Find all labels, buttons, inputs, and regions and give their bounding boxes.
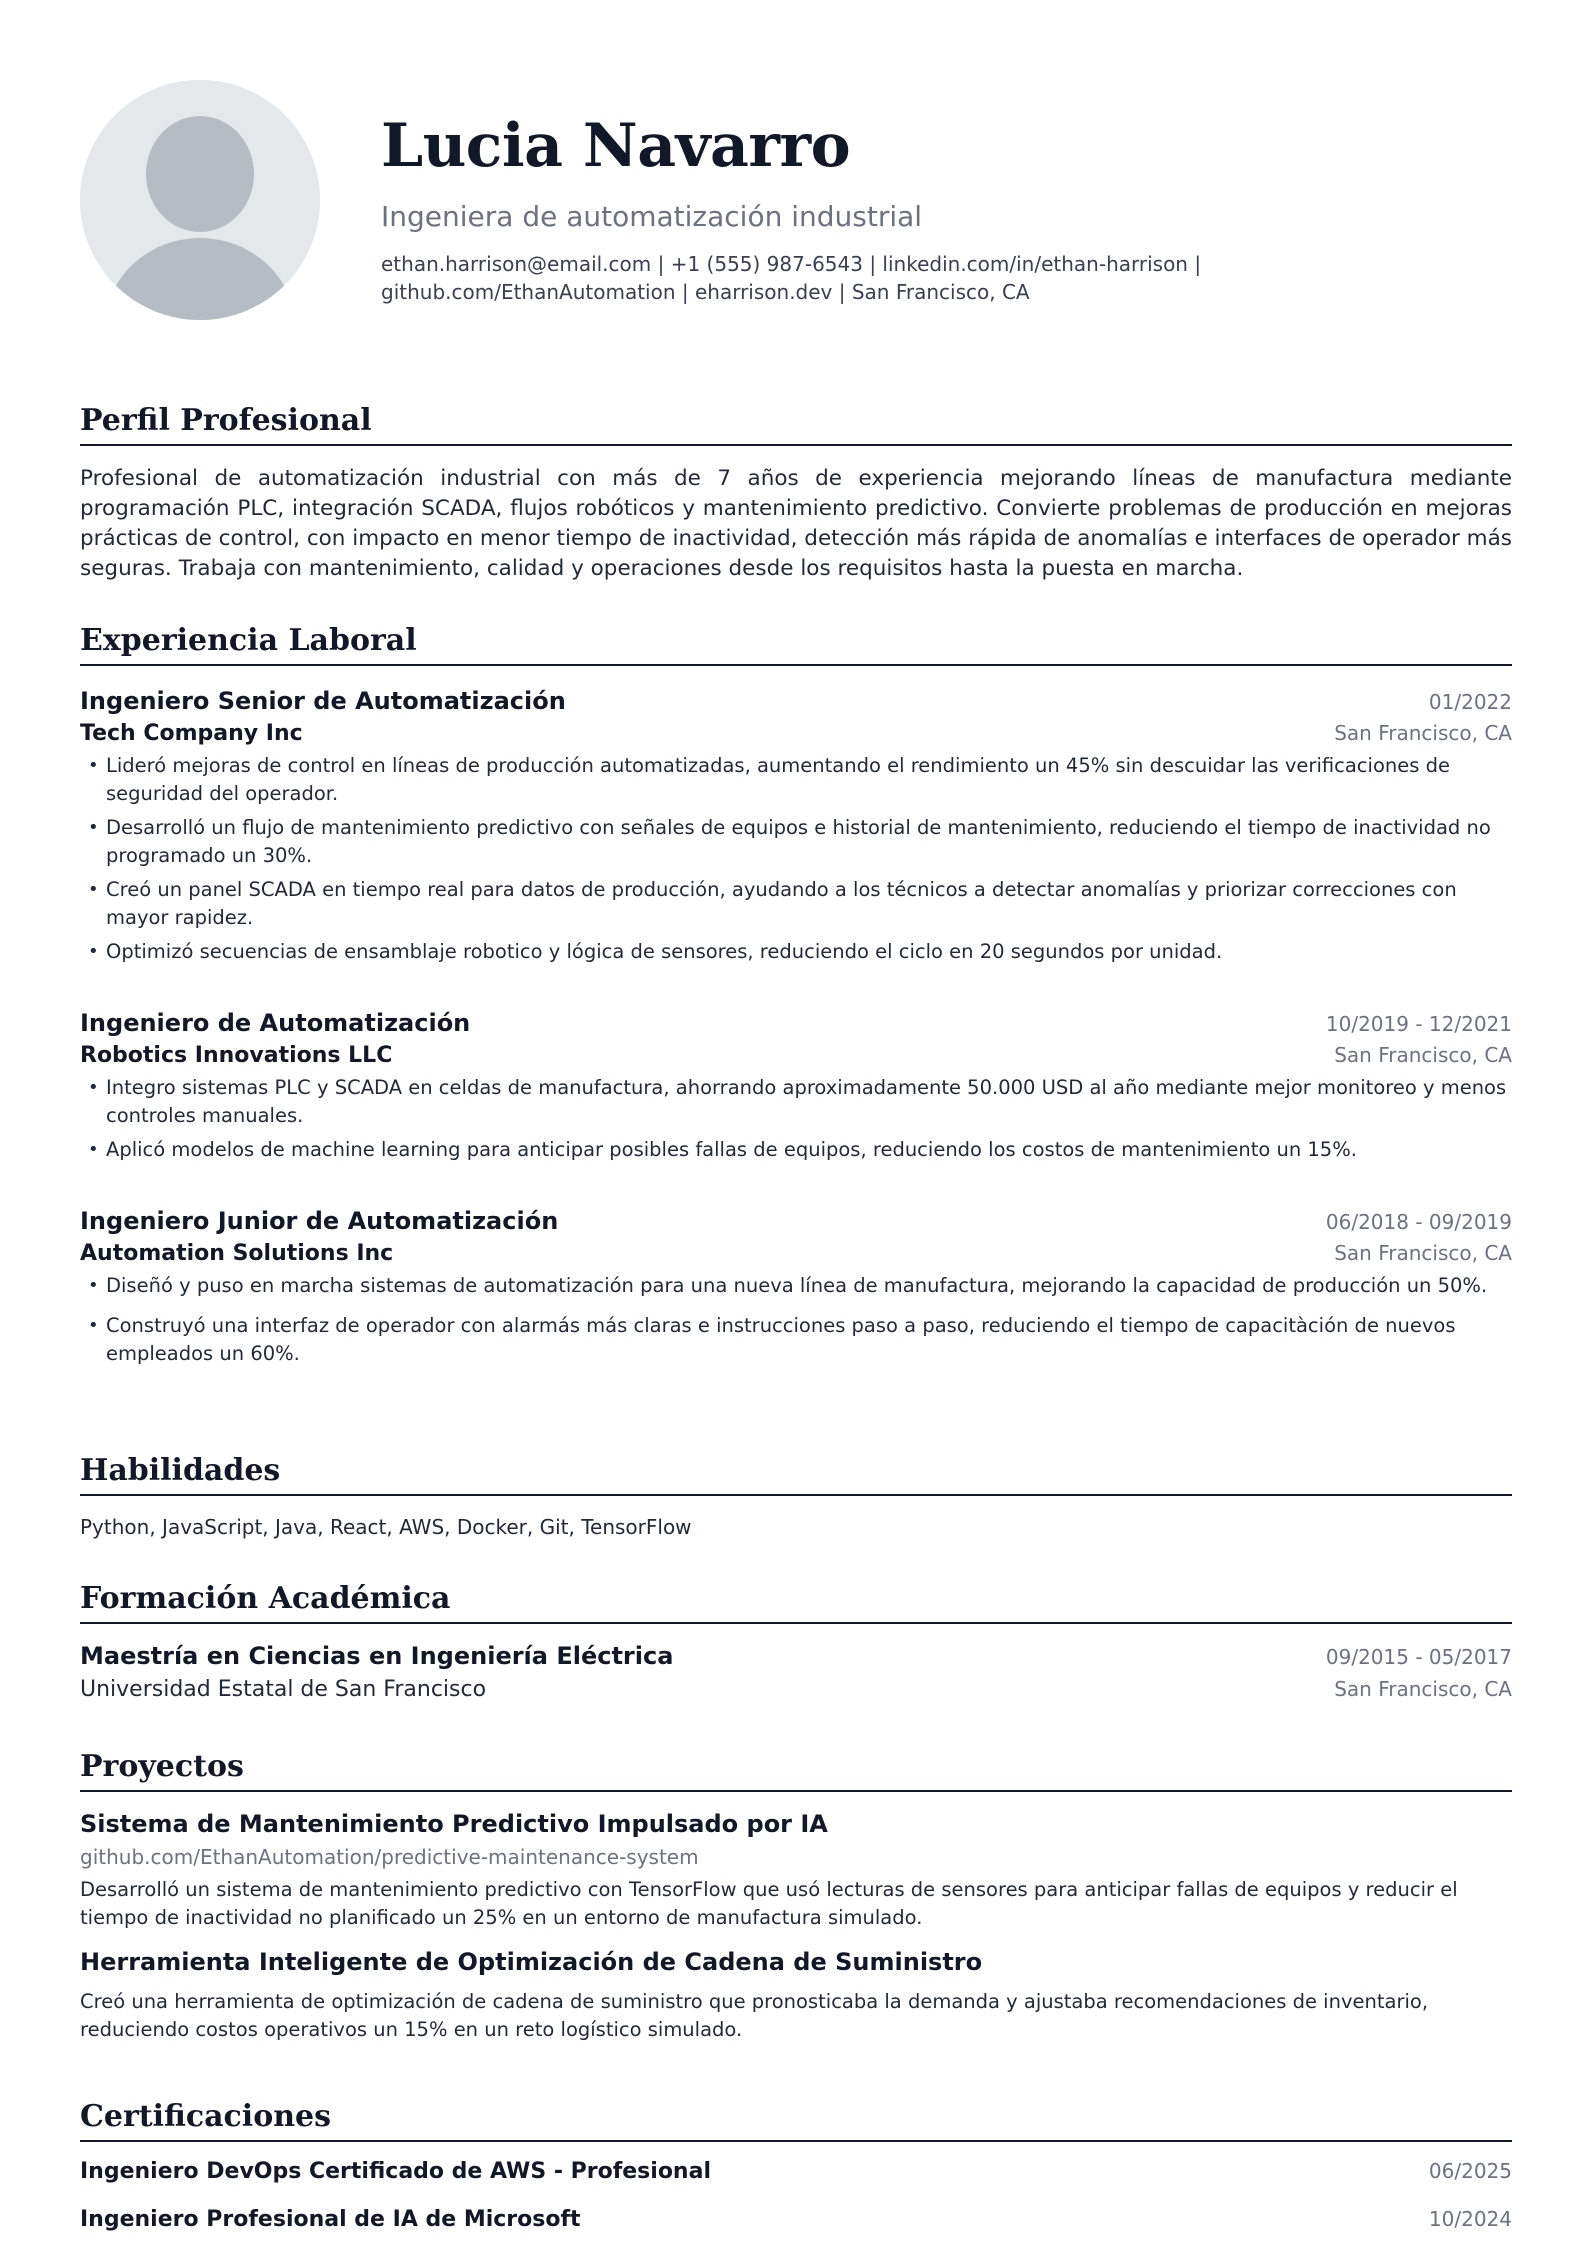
list-item <box>80 1136 1512 1164</box>
company-name: Robotics Innovations LLC <box>80 1043 393 1068</box>
section-title: Formación Académica <box>80 1578 1512 1624</box>
certification-date: 06/2025 <box>1428 2159 1512 2183</box>
certifications-section <box>80 2096 1512 2236</box>
project-description: Creó una herramienta de optimización de cadena de suministro que pronosticaba la demanda y ajustaba recomendaciones de inventario, reduciendo costos operativos un 15% en un reto logístico simulado. <box>80 1990 1429 2041</box>
bullet-icon: • <box>88 879 99 900</box>
avatar <box>80 80 320 320</box>
bullet-icon: • <box>88 1275 99 1296</box>
job-date: 06/2018 - 09/2019 <box>1325 1210 1512 1234</box>
job-entry <box>80 1006 1512 1164</box>
list-item <box>80 1272 1512 1300</box>
resume-header <box>381 104 1511 306</box>
job-location: San Francisco, CA <box>1334 1241 1512 1265</box>
certification-title: Ingeniero Profesional de IA de Microsoft <box>80 2207 581 2232</box>
company-name: Automation Solutions Inc <box>80 1241 394 1266</box>
skills-section <box>80 1450 1512 1542</box>
projects-section <box>80 1746 1512 2044</box>
bullet-icon: • <box>88 1315 99 1336</box>
bullet-text: Desarrolló un flujo de mantenimiento predictivo con señales de equipos e historial de mantenimiento, reduciendo el tiempo de inactividad no programado un 30%. <box>106 816 1491 867</box>
section-title: Proyectos <box>80 1746 1512 1792</box>
job-location: San Francisco, CA <box>1334 721 1512 745</box>
experience-section <box>80 620 1512 1374</box>
section-title: Perfil Profesional <box>80 400 1512 446</box>
education-date: 09/2015 - 05/2017 <box>1325 1645 1512 1669</box>
certification-title: Ingeniero DevOps Certificado de AWS - Profesional <box>80 2159 711 2184</box>
certification-entry <box>80 2204 1512 2236</box>
bullet-text: Aplicó modelos de machine learning para anticipar posibles fallas de equipos, reduciendo los costos de mantenimiento un 15%. <box>106 1138 1357 1161</box>
project-title: Sistema de Mantenimiento Predictivo Impulsado por IA <box>80 1810 828 1838</box>
section-title: Certificaciones <box>80 2096 1512 2142</box>
list-item <box>80 1074 1512 1130</box>
person-silhouette-icon <box>80 80 320 320</box>
job-date: 01/2022 <box>1428 690 1512 714</box>
job-title: Ingeniero Junior de Automatización <box>80 1207 559 1235</box>
bullet-icon: • <box>88 755 99 776</box>
job-date: 10/2019 - 12/2021 <box>1325 1012 1512 1036</box>
job-location: San Francisco, CA <box>1334 1043 1512 1067</box>
list-item <box>80 814 1512 870</box>
bullet-text: Optimizó secuencias de ensamblaje robotico y lógica de sensores, reduciendo el ciclo en 20 segundos por unidad. <box>106 940 1223 963</box>
project-entry <box>80 1944 1512 2044</box>
bullet-text: Lideró mejoras de control en líneas de producción automatizadas, aumentando el rendimiento un 45% sin descuidar las verificaciones de seguridad del operador. <box>106 754 1450 805</box>
job-bullets <box>80 1074 1512 1164</box>
project-link[interactable]: github.com/EthanAutomation/predictive-maintenance-system <box>80 1845 699 1869</box>
certification-entry <box>80 2156 1512 2188</box>
contact-info: ethan.harrison@email.com | +1 (555) 987-6543 | linkedin.com/in/ethan-harrison | github.com/EthanAutomation | eharrison.dev | San Francisco, CA <box>381 252 1202 304</box>
list-item <box>80 938 1512 966</box>
certification-date: 10/2024 <box>1428 2207 1512 2231</box>
list-item <box>80 1312 1512 1368</box>
bullet-text: Construyó una interfaz de operador con alarmás más claras e instrucciones paso a paso, reduciendo el tiempo de capacitàción de nuevos empleados un 60%. <box>106 1314 1456 1365</box>
section-title: Experiencia Laboral <box>80 620 1512 666</box>
summary-section <box>80 400 1512 584</box>
candidate-role: Ingeniera de automatización industrial <box>381 200 923 233</box>
skills-list: Python, JavaScript, Java, React, AWS, Docker, Git, TensorFlow <box>80 1515 692 1539</box>
bullet-text: Integro sistemas PLC y SCADA en celdas de manufactura, ahorrando aproximadamente 50.000 USD al año mediante mejor monitoreo y menos controles manuales. <box>106 1076 1507 1127</box>
summary-text: Profesional de automatización industrial con más de 7 años de experiencia mejorando líneas de manufactura mediante programación PLC, integración SCADA, flujos robóticos y mantenimiento predictivo. Convierte problemas de producción en mejoras prácticas de control, con impacto en menor tiempo de inactividad, detección más rápida de anomalías e interfaces de operador más seguras. Trabaja con mantenimiento, calidad y operaciones desde los requisitos hasta la puesta en marcha. <box>80 466 1512 581</box>
degree-title: Maestría en Ciencias en Ingeniería Eléctrica <box>80 1642 674 1670</box>
bullet-icon: • <box>88 1139 99 1160</box>
project-description: Desarrolló un sistema de mantenimiento predictivo con TensorFlow que usó lecturas de sensores para anticipar fallas de equipos y reducir el tiempo de inactividad no planificado un 25% en un entorno de manufactura simulado. <box>80 1878 1458 1929</box>
job-entry <box>80 684 1512 966</box>
job-bullets <box>80 752 1512 966</box>
list-item <box>80 752 1512 808</box>
project-title: Herramienta Inteligente de Optimización de Cadena de Suministro <box>80 1948 983 1976</box>
bullet-text: Creó un panel SCADA en tiempo real para datos de producción, ayudando a los técnicos a detectar anomalías y priorizar correcciones con mayor rapidez. <box>106 878 1457 929</box>
job-title: Ingeniero de Automatización <box>80 1009 471 1037</box>
bullet-icon: • <box>88 941 99 962</box>
bullet-text: Diseñó y puso en marcha sistemas de automatización para una nueva línea de manufactura, mejorando la capacidad de producción un 50%. <box>106 1274 1488 1297</box>
bullet-icon: • <box>88 1077 99 1098</box>
school-name: Universidad Estatal de San Francisco <box>80 1677 487 1702</box>
job-title: Ingeniero Senior de Automatización <box>80 687 566 715</box>
education-location: San Francisco, CA <box>1334 1677 1512 1701</box>
bullet-icon: • <box>88 817 99 838</box>
project-entry <box>80 1806 1512 1932</box>
list-item <box>80 876 1512 932</box>
job-entry <box>80 1204 1512 1368</box>
job-bullets <box>80 1272 1512 1368</box>
candidate-name: Lucia Navarro <box>381 111 851 181</box>
education-section <box>80 1578 1512 1706</box>
company-name: Tech Company Inc <box>80 721 303 746</box>
section-title: Habilidades <box>80 1450 1512 1496</box>
